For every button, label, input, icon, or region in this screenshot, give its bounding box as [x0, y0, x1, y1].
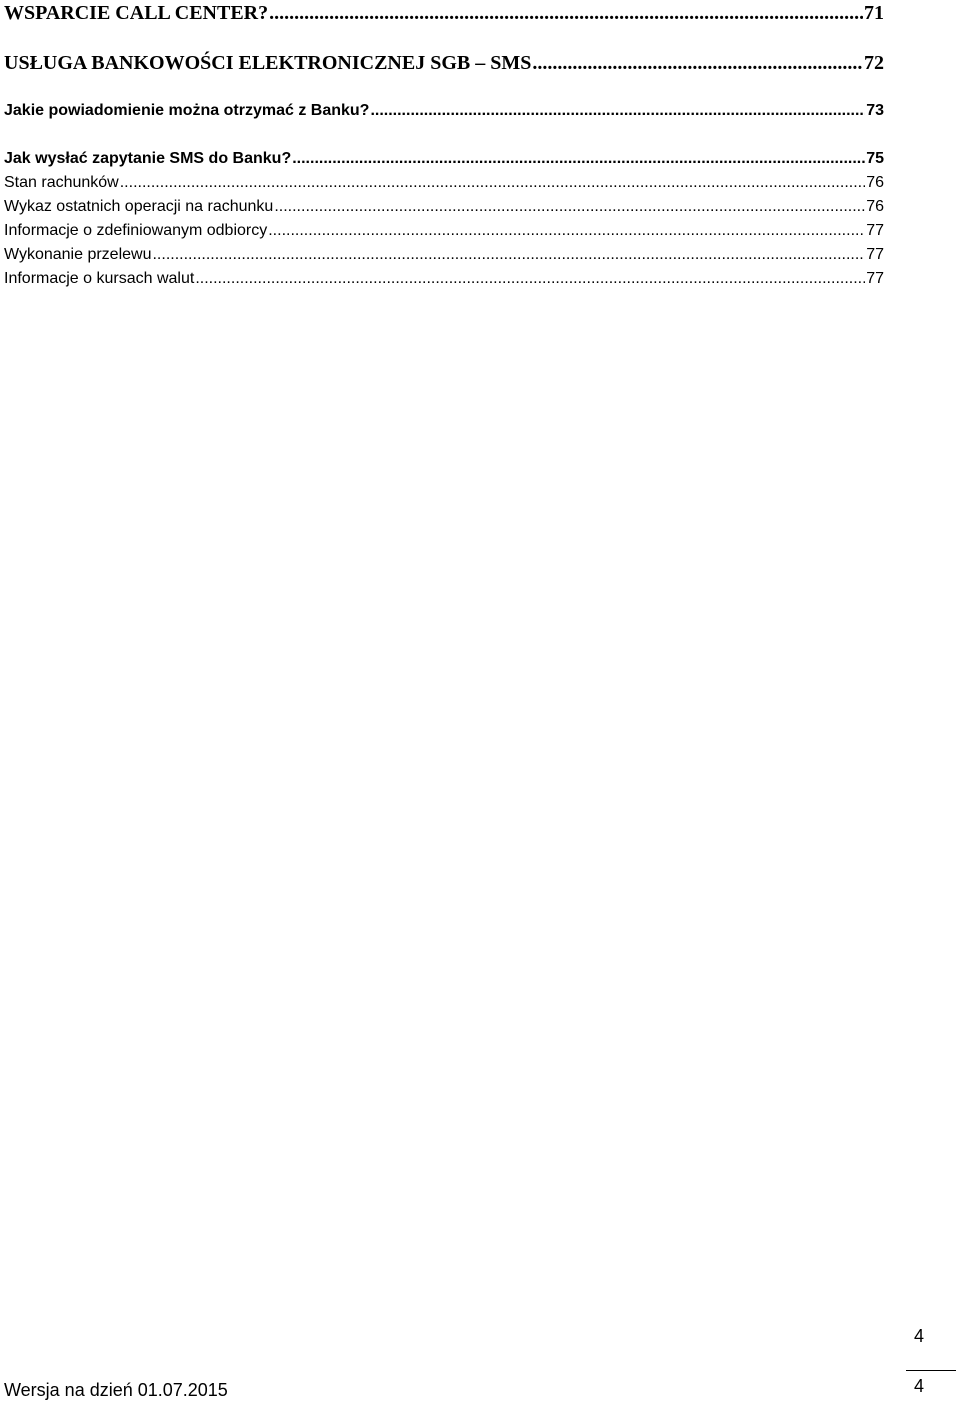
toc-entry-page: 76 — [866, 198, 884, 215]
toc-entry-page: 72 — [864, 52, 884, 74]
toc-entry[interactable] — [4, 101, 884, 121]
toc-entry-page: 77 — [866, 222, 884, 239]
toc-dot-leader — [292, 149, 865, 169]
page-number-bottom: 4 — [914, 1376, 925, 1396]
toc-dot-leader — [120, 173, 865, 193]
toc-dot-leader — [274, 197, 865, 217]
toc-entry-title: WSPARCIE CALL CENTER? — [4, 2, 269, 24]
toc-entry[interactable] — [4, 269, 884, 289]
toc-entry-page: 75 — [866, 150, 884, 167]
toc-entry-page: 73 — [866, 102, 884, 119]
toc-entry-title: Jakie powiadomienie można otrzymać z Banku? — [4, 102, 370, 119]
toc-dot-leader — [268, 221, 865, 241]
toc-dot-leader — [152, 245, 865, 265]
toc-dot-leader — [195, 269, 865, 289]
toc-entry[interactable] — [4, 51, 884, 75]
toc-entry[interactable] — [4, 245, 884, 265]
toc-dot-leader — [269, 1, 863, 25]
toc-entry-page: 71 — [864, 2, 884, 24]
toc-entry-page: 76 — [866, 174, 884, 191]
toc-entry-title: Stan rachunków — [4, 174, 119, 191]
toc-entry-page: 77 — [866, 246, 884, 263]
toc-dot-leader — [532, 51, 863, 75]
footer-divider — [906, 1370, 956, 1371]
toc-entry[interactable] — [4, 173, 884, 193]
toc-entry[interactable] — [4, 149, 884, 169]
toc-entry-title: Wykaz ostatnich operacji na rachunku — [4, 198, 274, 215]
toc-entry[interactable] — [4, 1, 884, 25]
toc-entry[interactable] — [4, 197, 884, 217]
toc-entry-title: USŁUGA BANKOWOŚCI ELEKTRONICZNEJ SGB – SMS — [4, 52, 532, 74]
footer-version-text: Wersja na dzień 01.07.2015 — [4, 1380, 228, 1400]
toc-entry-page: 77 — [866, 270, 884, 287]
toc-entry-title: Informacje o kursach walut — [4, 270, 195, 287]
toc-entry[interactable] — [4, 221, 884, 241]
toc-entry-title: Wykonanie przelewu — [4, 246, 152, 263]
toc-dot-leader — [370, 101, 865, 121]
page-number-top: 4 — [914, 1326, 925, 1346]
toc-entry-title: Informacje o zdefiniowanym odbiorcy — [4, 222, 268, 239]
toc-entry-title: Jak wysłać zapytanie SMS do Banku? — [4, 150, 292, 167]
